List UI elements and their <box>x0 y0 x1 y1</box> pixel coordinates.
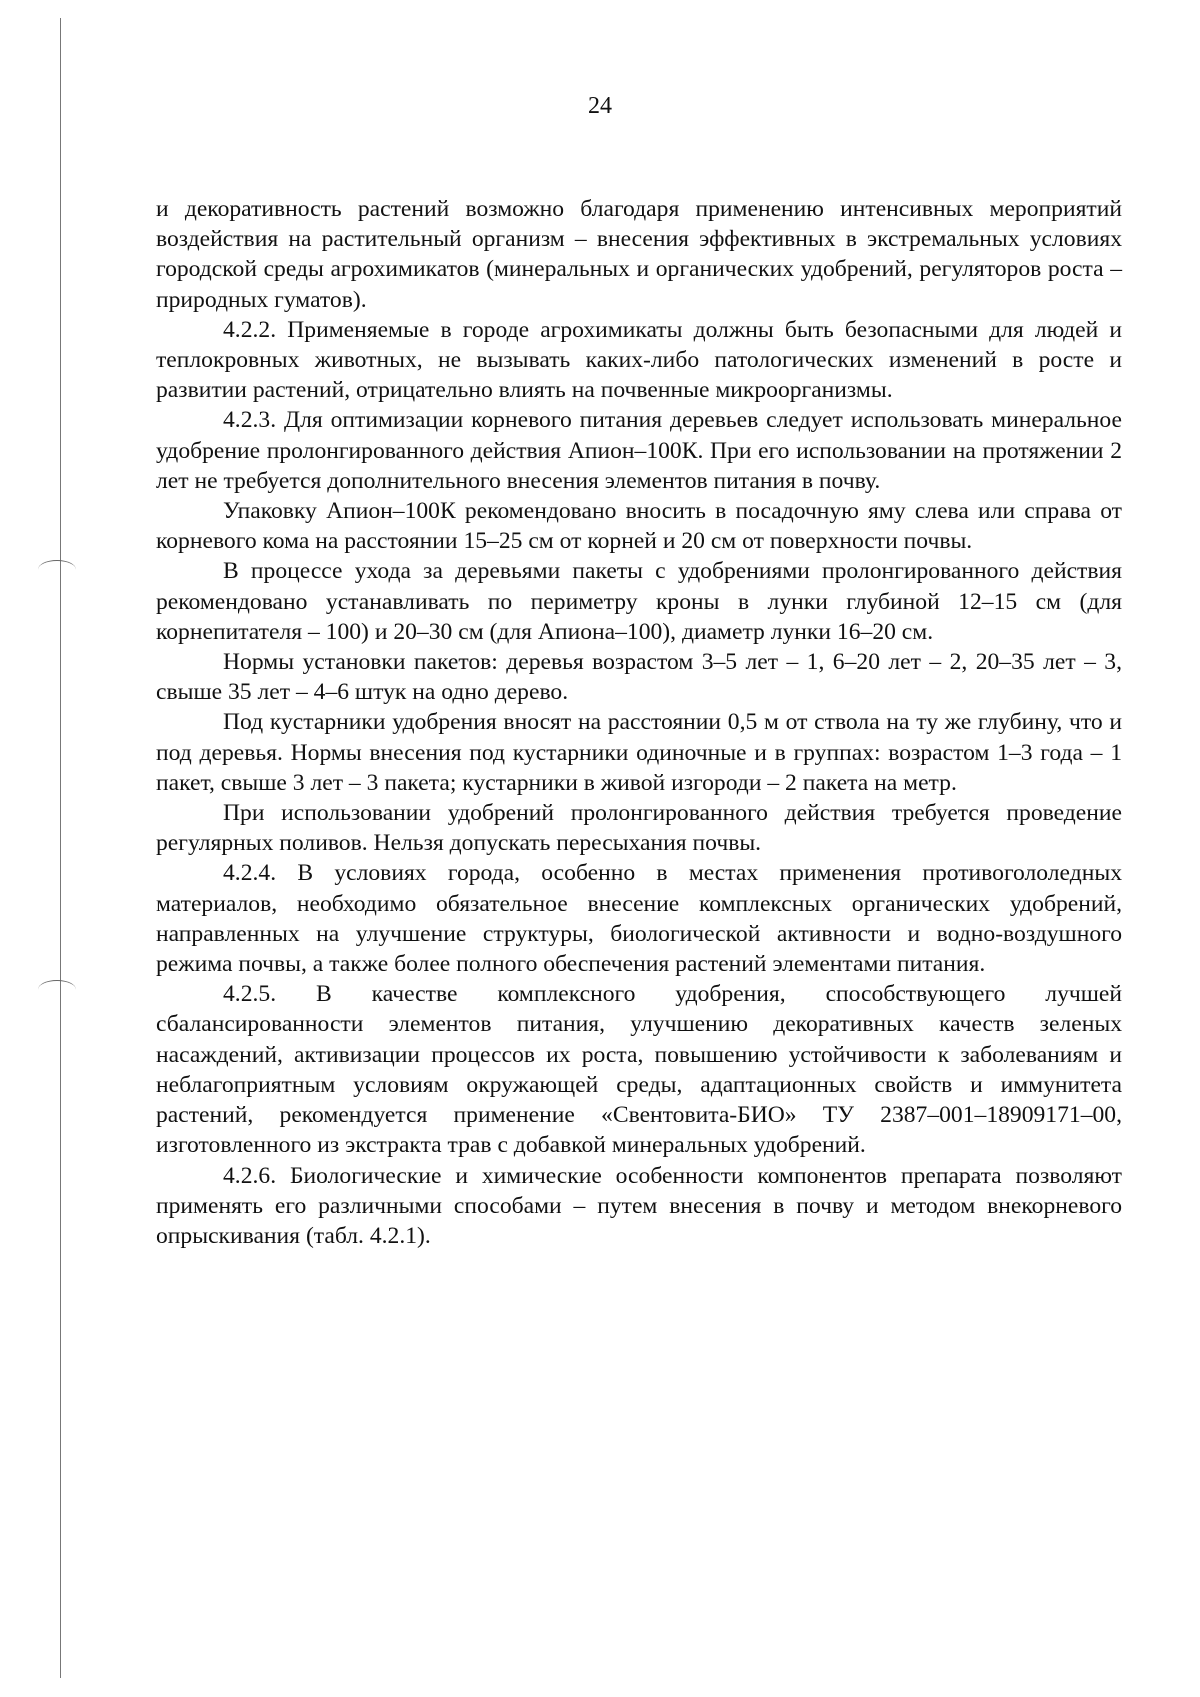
punch-hole-mark <box>38 560 76 579</box>
paragraph: 4.2.5. В качестве комплексного удобрения, способствующего лучшей сбалансированности элементов питания, улучшению декоративных качеств зеленых насаждений, активизации процессов их роста, повышению устойчивости к заболеваниям и неблагоприятным условиям окружающей среды, адаптационных свойств и иммунитета растений, рекомендуется применение «Свентовита-БИО» ТУ 2387–001–18909171–00, изготовленного из экстракта трав с добавкой минеральных удобрений. <box>156 981 1122 1159</box>
page-number: 24 <box>588 93 612 119</box>
paragraph: Под кустарники удобрения вносят на расстоянии 0,5 м от ствола на ту же глубину, что и под деревья. Нормы внесения под кустарники одиночные и в группах: возрастом 1–3 года – 1 пакет, свыше 3 лет – 3 пакета; кустарники в живой изгороди – 2 пакета на метр. <box>156 709 1122 796</box>
paragraph: 4.2.6. Биологические и химические особенности компонентов препарата позволяют применять его различными способами – путем внесения в почву и методом внекорневого опрыскивания (табл. 4.2.1). <box>156 1162 1122 1249</box>
paragraph: 4.2.3. Для оптимизации корневого питания деревьев следует использовать минеральное удобрение пролонгированного действия Апион–100К. При его использовании на протяжении 2 лет не требуется дополнительного внесения элементов питания в почву. <box>156 407 1122 494</box>
paragraph: При использовании удобрений пролонгированного действия требуется проведение регулярных поливов. Нельзя допускать пересыхания почвы. <box>156 800 1122 857</box>
punch-hole-mark <box>38 980 76 999</box>
paragraph: и декоративность растений возможно благодаря применению интенсивных мероприятий воздействия на растительный организм – внесения эффективных в экстремальных условиях городской среды агрохимикатов (минеральных и органических удобрений, регуляторов роста – природных гуматов). <box>156 196 1122 313</box>
paragraph: В процессе ухода за деревьями пакеты с удобрениями пролонгированного действия рекомендовано устанавливать по периметру кроны в лунки глубиной 12–15 см (для корнепитателя – 100) и 20–30 см (для Апиона–100), диаметр лунки 16–20 см. <box>156 558 1122 645</box>
paragraph: Упаковку Апион–100К рекомендовано вносить в посадочную яму слева или справа от корневого кома на расстоянии 15–25 см от корней и 20 см от поверхности почвы. <box>156 498 1122 555</box>
paragraph: 4.2.4. В условиях города, особенно в местах применения противогололедных материалов, необходимо обязательное внесение комплексных органических удобрений, направленных на улучшение структуры, биологической активности и водно-воздушного режима почвы, а также более полного обеспечения растений элементами питания. <box>156 860 1122 978</box>
paragraph: Нормы установки пакетов: деревья возрастом 3–5 лет – 1, 6–20 лет – 2, 20–35 лет – 3, свыше 35 лет – 4–6 штук на одно дерево. <box>156 649 1122 706</box>
document-body <box>156 194 1122 1251</box>
paragraph: 4.2.2. Применяемые в городе агрохимикаты должны быть безопасными для людей и теплокровных животных, не вызывать каких-либо патологических изменений в росте и развитии растений, отрицательно влиять на почвенные микроорганизмы. <box>156 316 1122 404</box>
binding-margin-line <box>60 18 61 1678</box>
